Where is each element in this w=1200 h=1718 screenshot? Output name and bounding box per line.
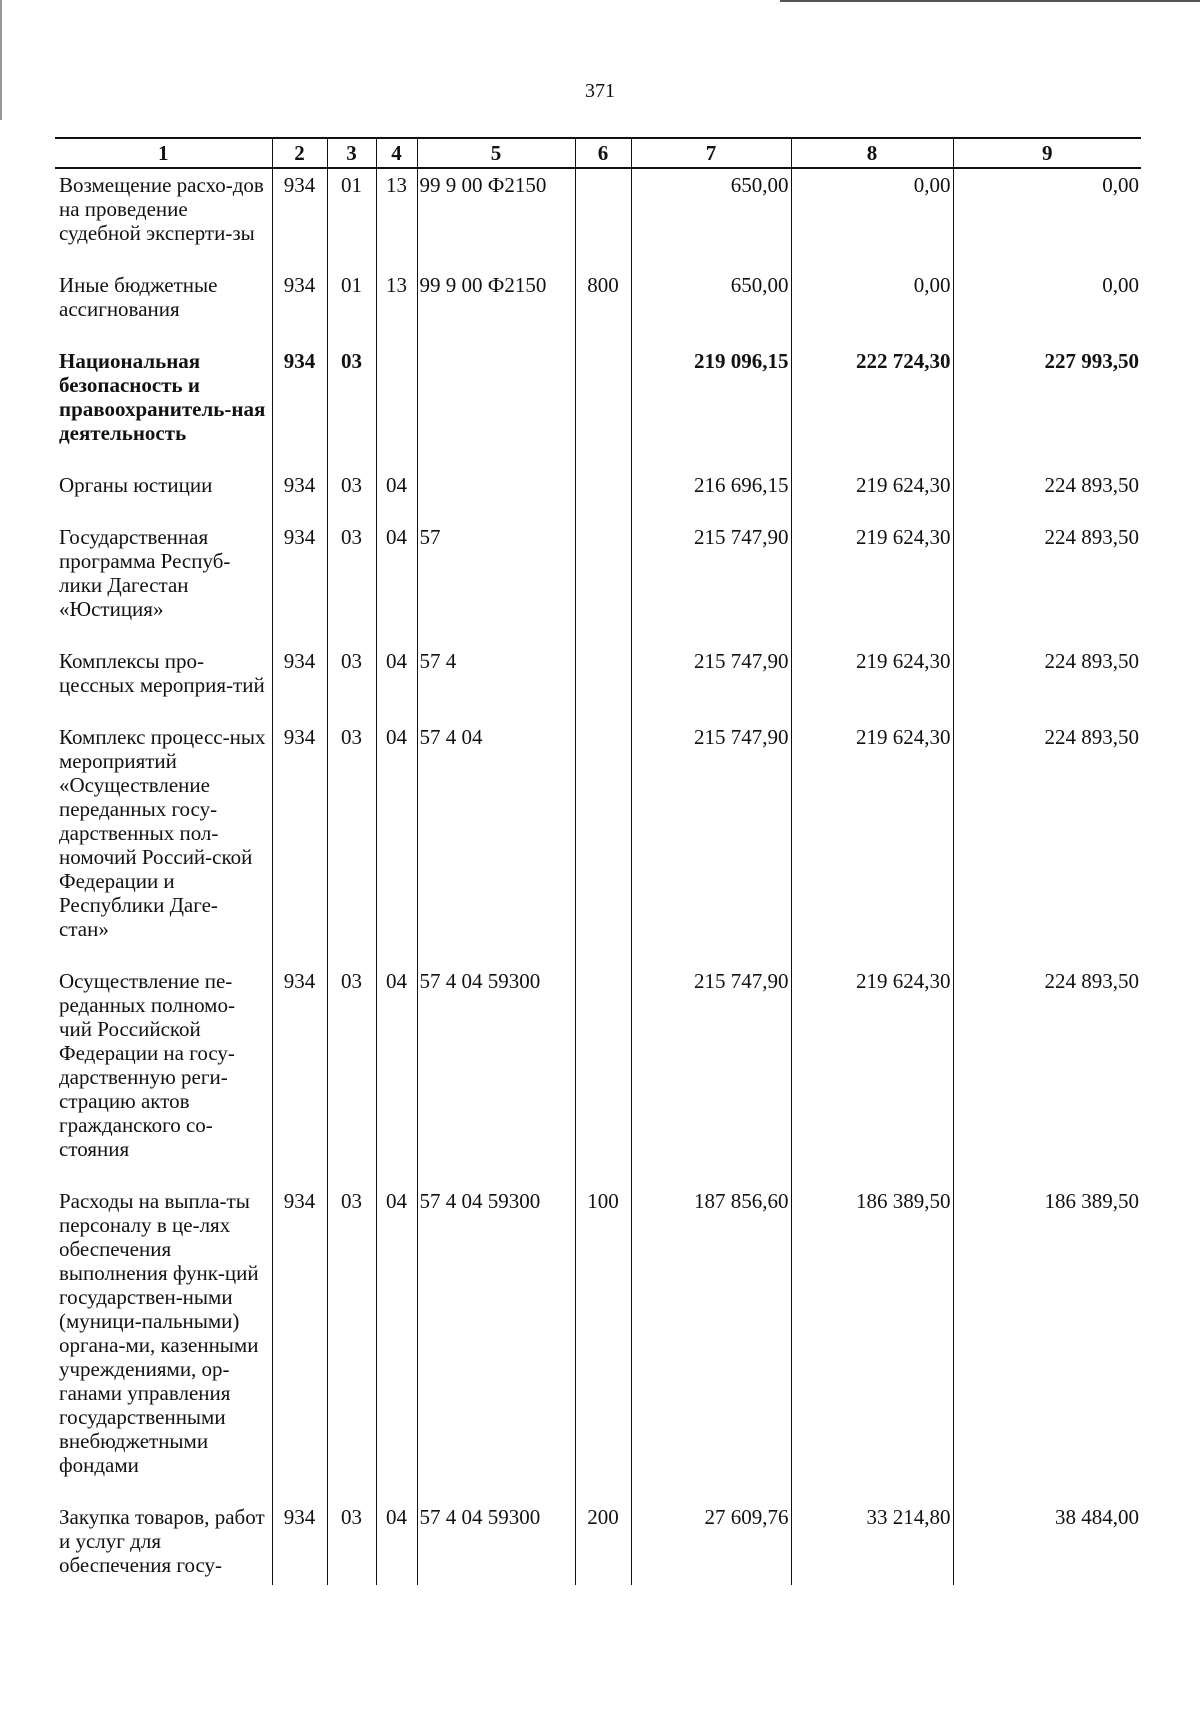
row-year2: 219 624,30 bbox=[791, 645, 953, 721]
row-year3: 224 893,50 bbox=[953, 965, 1141, 1185]
row-rz: 03 bbox=[327, 521, 376, 645]
row-name: Осуществление пе-реданных полномо-чий Российской Федерации на госу-дарственную реги-страцию актов гражданского со-стояния bbox=[59, 969, 235, 1161]
row-year1: 219 096,15 bbox=[631, 345, 791, 469]
row-gr: 934 bbox=[272, 1501, 327, 1585]
header-col-3: 3 bbox=[327, 138, 376, 168]
row-pr: 04 bbox=[376, 1185, 417, 1501]
row-year1: 215 747,90 bbox=[631, 721, 791, 965]
row-rz: 03 bbox=[327, 645, 376, 721]
row-name: Комплекс процесс-ных мероприятий «Осуществление переданных госу-дарственных пол-номочий Россий-ской Федерации и Республики Даге-стан» bbox=[59, 725, 266, 941]
row-vr bbox=[575, 469, 631, 521]
row-year3: 0,00 bbox=[953, 168, 1141, 269]
row-rz: 03 bbox=[327, 965, 376, 1185]
header-col-4: 4 bbox=[376, 138, 417, 168]
row-year2: 186 389,50 bbox=[791, 1185, 953, 1501]
table-row-section bbox=[55, 345, 1141, 469]
row-csr: 99 9 00 Ф2150 bbox=[417, 269, 575, 345]
table-row bbox=[55, 269, 1141, 345]
table-row bbox=[55, 469, 1141, 521]
row-rz: 03 bbox=[327, 345, 376, 469]
header-col-7: 7 bbox=[631, 138, 791, 168]
row-year1: 215 747,90 bbox=[631, 521, 791, 645]
row-csr: 99 9 00 Ф2150 bbox=[417, 168, 575, 269]
row-year3: 224 893,50 bbox=[953, 721, 1141, 965]
row-rz: 03 bbox=[327, 469, 376, 521]
header-col-8: 8 bbox=[791, 138, 953, 168]
row-pr: 04 bbox=[376, 721, 417, 965]
table-header-row bbox=[55, 138, 1141, 168]
row-pr: 04 bbox=[376, 469, 417, 521]
row-name: Национальная безопасность и правоохранитель-ная деятельность bbox=[59, 349, 266, 445]
row-vr: 200 bbox=[575, 1501, 631, 1585]
row-year3: 38 484,00 bbox=[953, 1501, 1141, 1585]
row-csr bbox=[417, 469, 575, 521]
row-gr: 934 bbox=[272, 168, 327, 269]
row-vr: 100 bbox=[575, 1185, 631, 1501]
page-number: 371 bbox=[585, 80, 615, 102]
row-year1: 187 856,60 bbox=[631, 1185, 791, 1501]
row-rz: 03 bbox=[327, 1185, 376, 1501]
row-year1: 216 696,15 bbox=[631, 469, 791, 521]
row-year2: 222 724,30 bbox=[791, 345, 953, 469]
row-vr bbox=[575, 721, 631, 965]
row-vr bbox=[575, 168, 631, 269]
row-csr: 57 4 bbox=[417, 645, 575, 721]
row-year2: 219 624,30 bbox=[791, 721, 953, 965]
row-year3: 224 893,50 bbox=[953, 645, 1141, 721]
row-pr: 13 bbox=[376, 269, 417, 345]
header-col-9: 9 bbox=[953, 138, 1141, 168]
row-year1: 650,00 bbox=[631, 168, 791, 269]
row-pr bbox=[376, 345, 417, 469]
row-csr: 57 4 04 59300 bbox=[417, 1185, 575, 1501]
row-csr: 57 4 04 59300 bbox=[417, 1501, 575, 1585]
table-row bbox=[55, 721, 1141, 965]
row-gr: 934 bbox=[272, 965, 327, 1185]
row-name: Комплексы про-цессных мероприя-тий bbox=[59, 649, 265, 697]
row-pr: 13 bbox=[376, 168, 417, 269]
row-gr: 934 bbox=[272, 645, 327, 721]
header-col-5: 5 bbox=[417, 138, 575, 168]
row-csr bbox=[417, 345, 575, 469]
row-name: Расходы на выпла-ты персоналу в це-лях обеспечения выполнения функ-ций государствен-ными (муници-пальными) органа-ми, казенными учреждениями, ор-ганами управления государственными внебюджетными фондами bbox=[59, 1189, 259, 1477]
row-pr: 04 bbox=[376, 965, 417, 1185]
row-rz: 01 bbox=[327, 269, 376, 345]
row-gr: 934 bbox=[272, 521, 327, 645]
row-name: Возмещение расхо-дов на проведение судебной эксперти-зы bbox=[59, 173, 264, 245]
row-year3: 186 389,50 bbox=[953, 1185, 1141, 1501]
row-name: Иные бюджетные ассигнования bbox=[59, 273, 218, 321]
row-vr bbox=[575, 645, 631, 721]
table-row bbox=[55, 1501, 1141, 1585]
row-csr: 57 bbox=[417, 521, 575, 645]
top-border-rule bbox=[780, 0, 1200, 2]
header-col-6: 6 bbox=[575, 138, 631, 168]
row-gr: 934 bbox=[272, 1185, 327, 1501]
table-row bbox=[55, 645, 1141, 721]
row-year1: 650,00 bbox=[631, 269, 791, 345]
row-vr bbox=[575, 521, 631, 645]
row-gr: 934 bbox=[272, 345, 327, 469]
row-rz: 03 bbox=[327, 721, 376, 965]
row-year3: 224 893,50 bbox=[953, 469, 1141, 521]
row-year3: 224 893,50 bbox=[953, 521, 1141, 645]
table-row bbox=[55, 965, 1141, 1185]
table-row bbox=[55, 168, 1141, 269]
row-year2: 33 214,80 bbox=[791, 1501, 953, 1585]
row-vr: 800 bbox=[575, 269, 631, 345]
row-csr: 57 4 04 59300 bbox=[417, 965, 575, 1185]
row-gr: 934 bbox=[272, 469, 327, 521]
row-year2: 0,00 bbox=[791, 168, 953, 269]
row-gr: 934 bbox=[272, 721, 327, 965]
row-year1: 27 609,76 bbox=[631, 1501, 791, 1585]
row-rz: 03 bbox=[327, 1501, 376, 1585]
header-col-1: 1 bbox=[55, 138, 272, 168]
row-name: Государственная программа Респуб-лики Дагестан «Юстиция» bbox=[59, 525, 231, 621]
row-year2: 219 624,30 bbox=[791, 965, 953, 1185]
table-row bbox=[55, 521, 1141, 645]
row-year1: 215 747,90 bbox=[631, 965, 791, 1185]
row-year2: 0,00 bbox=[791, 269, 953, 345]
row-csr: 57 4 04 bbox=[417, 721, 575, 965]
budget-table bbox=[55, 137, 1141, 1585]
row-year2: 219 624,30 bbox=[791, 521, 953, 645]
row-year3: 227 993,50 bbox=[953, 345, 1141, 469]
row-name: Закупка товаров, работ и услуг для обеспечения госу- bbox=[59, 1505, 265, 1577]
row-vr bbox=[575, 965, 631, 1185]
row-vr bbox=[575, 345, 631, 469]
table-row bbox=[55, 1185, 1141, 1501]
row-gr: 934 bbox=[272, 269, 327, 345]
row-rz: 01 bbox=[327, 168, 376, 269]
row-year3: 0,00 bbox=[953, 269, 1141, 345]
row-pr: 04 bbox=[376, 645, 417, 721]
row-name: Органы юстиции bbox=[59, 473, 213, 497]
row-year2: 219 624,30 bbox=[791, 469, 953, 521]
row-pr: 04 bbox=[376, 1501, 417, 1585]
header-col-2: 2 bbox=[272, 138, 327, 168]
row-year1: 215 747,90 bbox=[631, 645, 791, 721]
row-pr: 04 bbox=[376, 521, 417, 645]
